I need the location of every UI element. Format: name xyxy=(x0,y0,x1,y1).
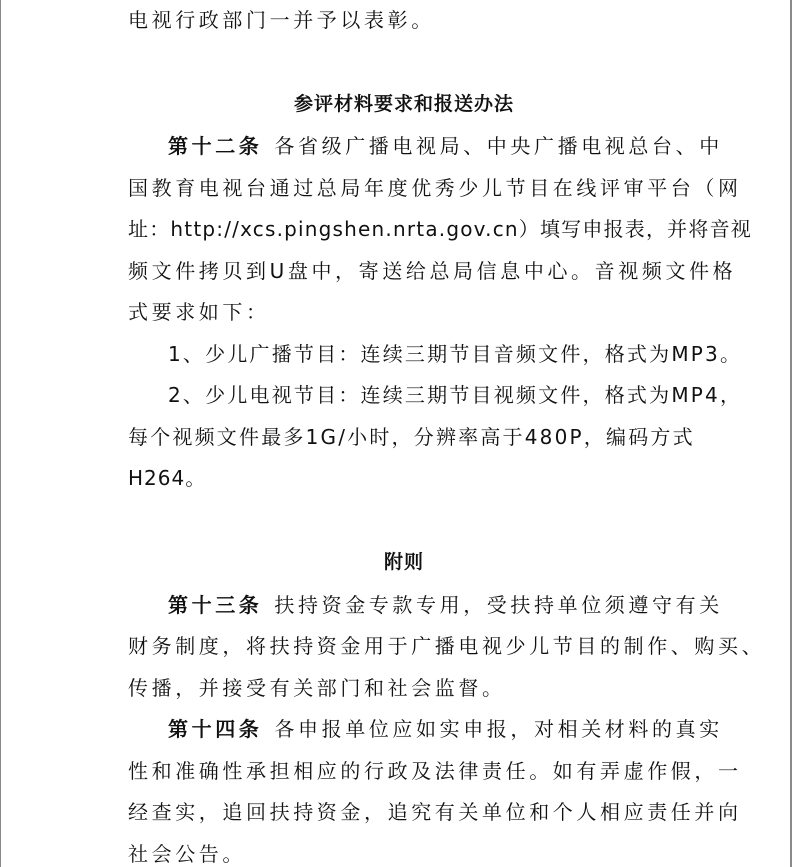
article13-line-1: 扶持资金专款专用，受扶持单位须遵守有关 xyxy=(274,593,723,617)
article14-line-2: 性和准确性承担相应的行政及法律责任。如有弄虚作假，一 xyxy=(128,759,742,783)
article13-first-line xyxy=(168,593,723,617)
intro-tail-line: 电视行政部门一并予以表彰。 xyxy=(128,8,435,32)
article12-first-line xyxy=(168,134,723,158)
section1-heading: 参评材料要求和报送办法 xyxy=(293,93,514,115)
article14-line-3: 经查实，追回扶持资金，追究有关单位和个人相应责任并向 xyxy=(128,800,742,824)
article14-line-4: 社会公告。 xyxy=(128,842,246,866)
article12-line-5: 式要求如下： xyxy=(128,300,270,324)
article12-line-2: 国教育电视台通过总局年度优秀少儿节目在线评审平台（网 xyxy=(128,176,742,200)
item2-line-1: 2、少儿电视节目：连续三期节目视频文件，格式为MP4， xyxy=(168,383,743,407)
item2-line-2: 每个视频文件最多1G/小时，分辨率高于480P，编码方式 xyxy=(128,425,695,449)
article13-number: 第十三条 xyxy=(168,593,263,617)
section2-heading: 附则 xyxy=(383,551,424,573)
article12-line-3: 址：http://xcs.pingshen.nrta.gov.cn）填写申报表，并将音视 xyxy=(128,217,752,241)
article14-number: 第十四条 xyxy=(168,717,263,741)
article14-first-line xyxy=(168,717,723,741)
article12-number: 第十二条 xyxy=(168,134,263,158)
item2-line-3: H264。 xyxy=(128,466,207,490)
article12-line-1: 各省级广播电视局、中央广播电视总台、中 xyxy=(274,134,723,158)
article12-line-4: 频文件拷贝到U盘中，寄送给总局信息中心。音视频文件格 xyxy=(128,259,737,283)
article13-line-2: 财务制度，将扶持资金用于广播电视少儿节目的制作、购买、 xyxy=(128,634,766,658)
article13-line-3: 传播，并接受有关部门和社会监督。 xyxy=(128,676,506,700)
article14-line-1: 各申报单位应如实申报，对相关材料的真实 xyxy=(274,717,723,741)
item1-line: 1、少儿广播节目：连续三期节目音频文件，格式为MP3。 xyxy=(168,342,743,366)
